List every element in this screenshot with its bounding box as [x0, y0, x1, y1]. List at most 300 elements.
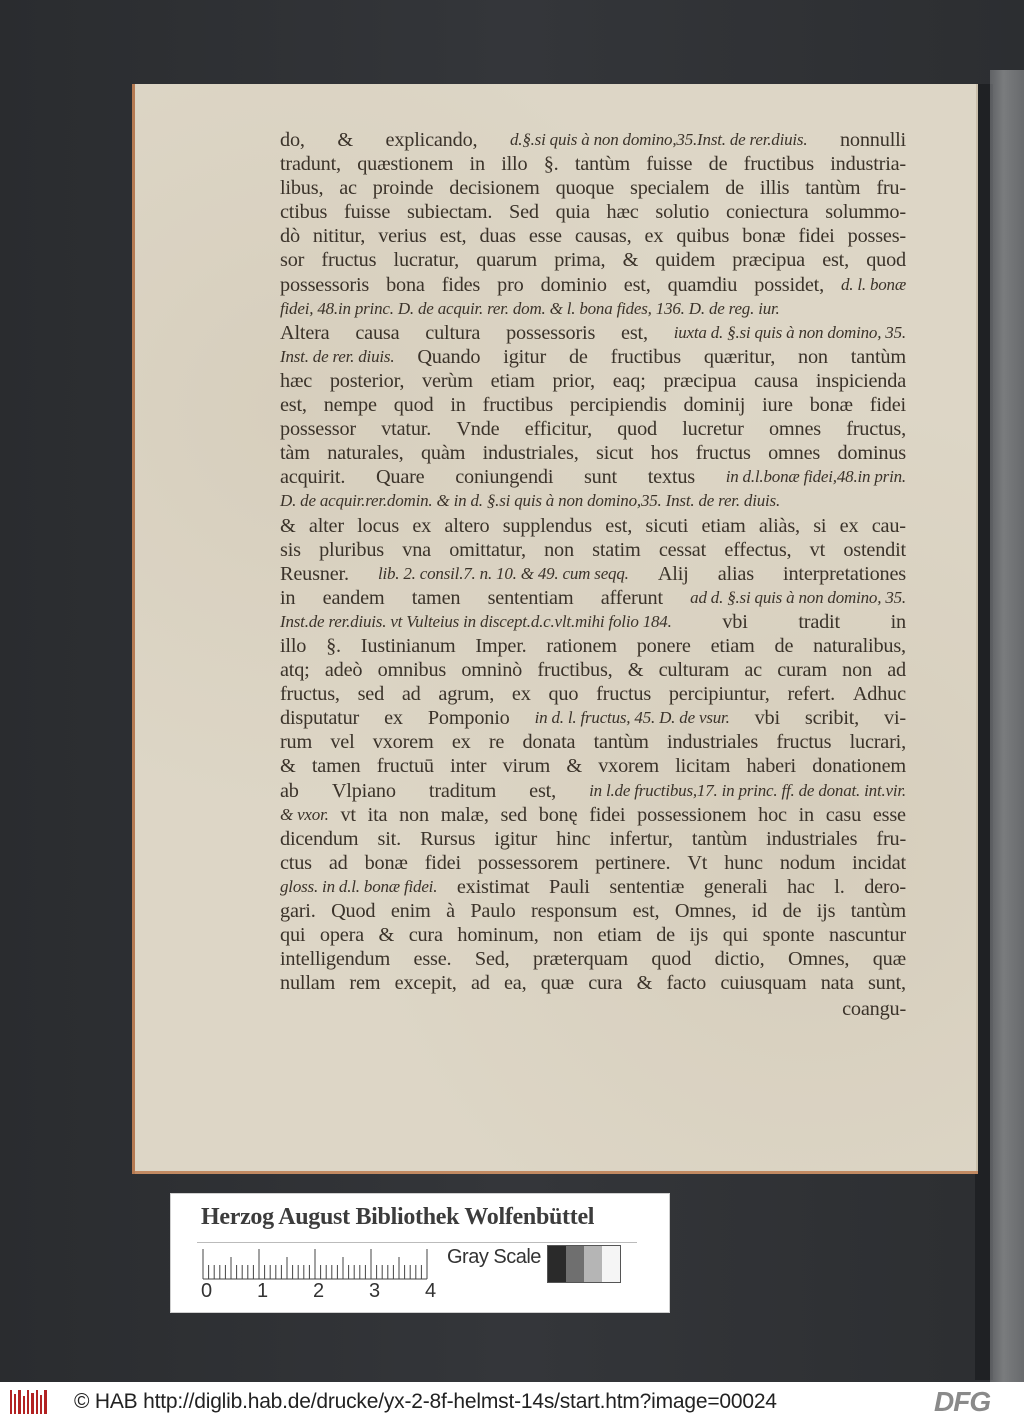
word: rationem: [546, 634, 617, 657]
word: tradit: [798, 610, 840, 633]
word: in: [280, 586, 296, 609]
word: omnes: [768, 418, 821, 441]
word: hac: [787, 875, 815, 898]
page-text: [280, 128, 906, 1021]
word: traditum: [428, 779, 497, 802]
word: sor: [280, 249, 305, 272]
word: scribit,: [804, 707, 860, 730]
text-line: [280, 779, 906, 803]
word: percipiendis: [569, 394, 667, 417]
word: pertinere.: [595, 851, 671, 874]
word: hæc: [606, 201, 639, 224]
word: atq;: [280, 659, 310, 682]
word: &: [337, 129, 353, 151]
text-line: [280, 465, 906, 489]
text-line: [280, 321, 906, 345]
citation-text: D. de acquir.rer.domin. & in d. §.si quis à non domino,35. Inst. de rer. diuis.: [280, 491, 781, 511]
word: cuiusquam: [720, 972, 807, 995]
word: sententiæ: [609, 875, 685, 898]
text-line: [280, 875, 906, 899]
word: quo: [548, 683, 579, 706]
word: fru-: [876, 827, 906, 850]
text-line: [280, 562, 906, 586]
word: supplendus: [502, 514, 592, 537]
gray-swatch: [602, 1246, 620, 1282]
word: esse.: [413, 948, 452, 971]
word: quæstionem: [357, 153, 454, 176]
text-line: [280, 658, 906, 682]
word: de: [568, 345, 588, 368]
text-line: [280, 827, 906, 851]
word: de: [774, 634, 794, 657]
word: inter: [450, 755, 487, 778]
next-leaf-edge: [990, 70, 1024, 1382]
word: dominij: [683, 394, 746, 417]
word: præterquam: [533, 948, 628, 971]
word: ac: [744, 659, 762, 682]
word: subiectam.: [406, 201, 493, 224]
word: fructibus,: [537, 659, 613, 682]
citation-text: Inst.de rer.diuis. vt Vulteius in discept.d.c.vlt.mihi folio 184.: [280, 611, 672, 631]
word: quamdiu: [667, 273, 738, 296]
word: possessoris: [506, 321, 596, 344]
word: igitur: [503, 345, 547, 368]
text-line: [280, 441, 906, 465]
word: existimat: [456, 875, 530, 898]
word: &: [627, 659, 644, 682]
word: ex: [511, 683, 531, 706]
word: tantùm: [805, 177, 861, 200]
word: refert.: [787, 683, 836, 706]
word: fidei: [798, 225, 835, 248]
word: esse: [528, 225, 562, 248]
text-line: [280, 345, 906, 369]
text-line: [280, 176, 906, 200]
word: fidei: [589, 803, 626, 826]
word: Omnes,: [787, 948, 850, 971]
word: tamen: [411, 586, 461, 609]
text-line: [280, 297, 906, 321]
word: lucretur: [682, 418, 744, 441]
word: &: [280, 755, 296, 778]
word: nonnulli: [839, 129, 906, 151]
word: bonę: [538, 803, 578, 826]
citation-text: in l.de fructibus,17. in princ. ff. de donat. int.vir.: [589, 780, 906, 800]
word: industria-: [830, 153, 906, 176]
word: est,: [605, 514, 633, 537]
word: de: [782, 900, 802, 922]
word: ad: [470, 972, 490, 995]
word: coniungendi: [455, 466, 554, 489]
word: generali: [703, 875, 768, 898]
word: ostendit: [843, 538, 906, 561]
word: gari.: [280, 900, 316, 922]
word: vtatur.: [381, 418, 432, 441]
text-line: [280, 514, 906, 538]
source-url-text[interactable]: © HAB http://diglib.hab.de/drucke/yx-2-8f-helmst-14s/start.htm?image=00024: [74, 1390, 777, 1413]
word: tradunt,: [280, 153, 341, 176]
word: explicando,: [385, 129, 478, 151]
word: Iustinianum: [360, 634, 456, 657]
word: Rursus: [420, 827, 476, 850]
citation-text: Inst. de rer. diuis.: [280, 346, 395, 366]
gray-swatch: [584, 1246, 602, 1282]
word: quod: [866, 249, 906, 272]
word: quod: [393, 394, 434, 417]
word: Altera: [280, 321, 330, 344]
word: fructibus: [482, 394, 553, 417]
word: hinc: [556, 827, 591, 850]
word: sunt: [583, 466, 617, 489]
word: verius: [378, 225, 427, 248]
word: fructibus: [743, 153, 814, 176]
word: bonæ: [364, 851, 408, 874]
word: tantùm: [691, 827, 748, 850]
word: tantùm: [593, 731, 649, 754]
word: non: [544, 538, 574, 561]
word: ctus: [280, 851, 312, 874]
word: possessorem: [477, 851, 579, 874]
word: industriales: [766, 827, 858, 850]
word: cura: [408, 924, 443, 947]
word: omittatur,: [449, 538, 526, 561]
gray-scale-swatches: [547, 1245, 621, 1283]
word: hæc: [280, 369, 313, 392]
gray-scale-label: Gray Scale: [447, 1246, 541, 1268]
word: rem: [349, 972, 381, 995]
label-divider: [197, 1242, 637, 1243]
word: re: [488, 731, 505, 754]
word: quarum: [476, 249, 538, 272]
word: sed: [357, 683, 385, 706]
word: sunt,: [867, 972, 906, 995]
word: effectus,: [724, 538, 792, 561]
word: &: [636, 972, 653, 995]
word: illo: [501, 153, 528, 176]
word: fidei: [424, 851, 461, 874]
text-line: [280, 417, 906, 441]
word: cessat: [658, 538, 707, 561]
word: est,: [632, 900, 660, 922]
word: tantùm: [574, 153, 630, 176]
word: Reusner.: [280, 562, 349, 585]
word: de: [725, 177, 744, 200]
word: solummo-: [825, 201, 906, 224]
word: quod: [651, 948, 692, 971]
word: omnibus: [377, 659, 447, 682]
citation-text: in d.l.bonæ fidei,48.in prin.: [725, 467, 906, 487]
word: vbi: [754, 707, 780, 730]
footer-bar: [0, 1382, 1024, 1422]
word: donata: [522, 731, 576, 754]
word: dicendum: [280, 827, 359, 850]
word: lucrari,: [849, 731, 906, 754]
text-line: [280, 200, 906, 224]
catchword: coangu-: [842, 998, 906, 1021]
word: vel: [330, 731, 355, 754]
word: à: [446, 900, 455, 922]
word: non: [842, 659, 872, 682]
word: prima,: [554, 249, 606, 272]
word: libus,: [280, 177, 324, 200]
citation-text: ad d. §.si quis à non domino, 35.: [690, 587, 906, 607]
word: culturam: [658, 659, 730, 682]
word: quidem: [655, 249, 716, 272]
word: alias: [717, 562, 754, 585]
text-line: [280, 682, 906, 706]
word: responsum: [531, 900, 618, 922]
word: ijs: [689, 924, 709, 947]
word: opera: [319, 924, 364, 947]
word: facto: [666, 972, 707, 995]
word: enim: [390, 900, 431, 922]
word: est,: [822, 249, 849, 272]
word: sponte: [762, 924, 815, 947]
text-line: [280, 851, 906, 875]
word: possessoris: [280, 273, 370, 296]
word: agrum,: [438, 683, 495, 706]
word: fructuū: [376, 755, 434, 778]
word: nititur,: [312, 225, 366, 248]
word: Pomponio: [427, 707, 510, 730]
citation-text: gloss. in d.l. bonæ fidei.: [280, 876, 438, 896]
word: Imper.: [475, 634, 527, 657]
word: ijs: [816, 900, 836, 922]
text-line: [280, 971, 906, 995]
word: tantùm: [850, 900, 906, 922]
gray-swatch: [566, 1246, 584, 1282]
word: eaq;: [612, 369, 646, 392]
ruler-number: 0: [201, 1280, 213, 1302]
word: in: [798, 803, 814, 826]
word: fructibus: [610, 345, 681, 368]
word: possessionem: [637, 803, 747, 826]
text-line: [280, 803, 906, 827]
word: pluribus: [319, 538, 384, 561]
word: sit.: [377, 827, 401, 850]
word: textus: [647, 466, 695, 489]
word: est,: [280, 394, 307, 417]
word: in: [469, 153, 485, 176]
word: ad: [401, 683, 421, 706]
text-line: [280, 128, 906, 152]
word: ex: [839, 514, 859, 537]
word: infertur,: [609, 827, 673, 850]
text-line: [280, 610, 906, 634]
word: naturalibus,: [813, 634, 906, 657]
citation-text: iuxta d. §.si quis à non domino, 35.: [673, 322, 906, 342]
word: est,: [623, 273, 651, 296]
word: tantùm: [850, 345, 906, 368]
text-line: [280, 538, 906, 562]
word: l.: [834, 875, 845, 898]
word: in: [450, 394, 466, 417]
word: etiam: [710, 634, 755, 657]
word: casu: [825, 803, 862, 826]
word: iure: [762, 394, 793, 417]
citation-text: fidei, 48.in princ. D. de acquir. rer. dom. & l. bona fides, 136. D. de reg. iur.: [280, 298, 780, 318]
text-line: [280, 923, 906, 947]
word: §.: [543, 153, 559, 176]
ruler-number: 4: [425, 1280, 437, 1302]
word: ponere: [636, 634, 691, 657]
word: &: [378, 924, 395, 947]
word: vbi: [722, 610, 748, 633]
word: proinde: [372, 177, 434, 200]
word: licitam: [675, 755, 731, 778]
word: est,: [621, 321, 648, 344]
word: illo: [280, 634, 307, 657]
ruler-number: 2: [313, 1280, 325, 1302]
word: ex: [384, 707, 403, 730]
word: Quando: [417, 345, 481, 368]
word: verùm: [422, 369, 473, 392]
word: dominus: [837, 442, 906, 465]
word: bonæ: [809, 394, 853, 417]
text-line: [280, 754, 906, 778]
word: est,: [529, 779, 556, 802]
word: Pauli: [549, 875, 590, 898]
word: quibus: [676, 225, 730, 248]
word: donationem: [812, 755, 906, 778]
word: dò: [280, 225, 300, 248]
word: ea,: [503, 972, 527, 995]
word: fuisse: [646, 153, 693, 176]
word: vt: [809, 538, 826, 561]
word: est,: [439, 225, 467, 248]
word: illis: [759, 177, 790, 200]
word: ex: [644, 225, 664, 248]
word: curam: [777, 659, 827, 682]
word: ad: [887, 659, 906, 682]
text-line: [280, 586, 906, 610]
dfg-logo: DFG: [934, 1386, 991, 1417]
word: decisionem: [449, 177, 540, 200]
word: fructus: [321, 249, 377, 272]
ruler-numbers: [197, 1280, 447, 1304]
word: do,: [280, 129, 305, 151]
word: aliàs,: [758, 514, 800, 537]
word: possessor: [280, 418, 356, 441]
word: &: [566, 755, 582, 778]
word: si: [813, 514, 827, 537]
word: dictio,: [714, 948, 765, 971]
word: quæ: [540, 972, 574, 995]
word: fructus,: [280, 683, 340, 706]
word: §.: [326, 634, 341, 657]
word: posterior,: [329, 369, 405, 392]
word: omninò: [461, 659, 523, 682]
word: dero-: [864, 875, 906, 898]
word: qui: [722, 924, 749, 947]
word: Paulo: [470, 900, 516, 922]
word: &: [622, 249, 639, 272]
word: ctibus: [280, 201, 328, 224]
word: &: [280, 514, 296, 537]
word: fructus: [776, 731, 832, 754]
text-line: [280, 706, 906, 730]
word: naturales,: [327, 442, 404, 465]
word: non: [798, 345, 828, 368]
word: efficitur,: [524, 418, 592, 441]
word: possidet,: [754, 273, 824, 296]
word: sed: [500, 803, 527, 826]
word: hoc: [758, 803, 787, 826]
text-line: [280, 224, 906, 248]
word: Sed,: [474, 948, 510, 971]
word: afferunt: [600, 586, 663, 609]
word: intelligendum: [280, 948, 391, 971]
text-line: [280, 369, 906, 393]
word: igitur: [494, 827, 538, 850]
word: dominio: [540, 273, 607, 296]
word: hos: [650, 442, 679, 465]
word: quod: [617, 418, 657, 441]
word: nodum: [779, 851, 836, 874]
word: tamen: [311, 755, 361, 778]
citation-text: lib. 2. consil.7. n. 10. & 49. cum seqq.: [377, 563, 629, 583]
word: fuisse: [344, 201, 391, 224]
word: prior,: [552, 369, 595, 392]
word: locus: [357, 514, 400, 537]
word: fidei: [869, 394, 906, 417]
word: Quod: [331, 900, 376, 922]
text-line: [280, 152, 906, 176]
library-name: Herzog August Bibliothek Wolfenbüttel: [201, 1204, 595, 1230]
word: ex: [412, 514, 432, 537]
gray-swatch: [548, 1246, 566, 1282]
word: esse: [872, 803, 906, 826]
word: vxorem: [598, 755, 659, 778]
word: causa: [754, 369, 799, 392]
word: Alij: [657, 562, 689, 585]
text-line: [280, 730, 906, 754]
word: sicuti: [645, 514, 689, 537]
word: ad: [328, 851, 348, 874]
word: id: [751, 900, 768, 922]
word: Vlpiano: [331, 779, 396, 802]
book-page: [132, 84, 978, 1174]
word: Vt: [687, 851, 708, 874]
word: altero: [444, 514, 490, 537]
word: malæ,: [440, 803, 489, 826]
catchword-line: [280, 997, 906, 1021]
word: de: [656, 924, 675, 947]
word: industriales,: [482, 442, 579, 465]
word: etiam: [701, 514, 746, 537]
word: sis: [280, 538, 301, 561]
word: nata: [820, 972, 854, 995]
text-line: [280, 634, 906, 658]
word: virum: [502, 755, 551, 778]
word: Quare: [375, 466, 425, 489]
word: haberi: [746, 755, 796, 778]
word: pro: [497, 273, 524, 296]
word: specialem: [630, 177, 710, 200]
word: nascuntur: [828, 924, 906, 947]
word: ac: [339, 177, 357, 200]
word: præcipua: [663, 369, 737, 392]
word: inspicienda: [815, 369, 906, 392]
text-line: [280, 899, 906, 923]
word: cultura: [425, 321, 481, 344]
ruler-number: 3: [369, 1280, 381, 1302]
word: sententiam: [487, 586, 574, 609]
word: fructus,: [846, 418, 906, 441]
word: incidat: [852, 851, 906, 874]
word: cau-: [871, 514, 906, 537]
text-line: [280, 947, 906, 971]
